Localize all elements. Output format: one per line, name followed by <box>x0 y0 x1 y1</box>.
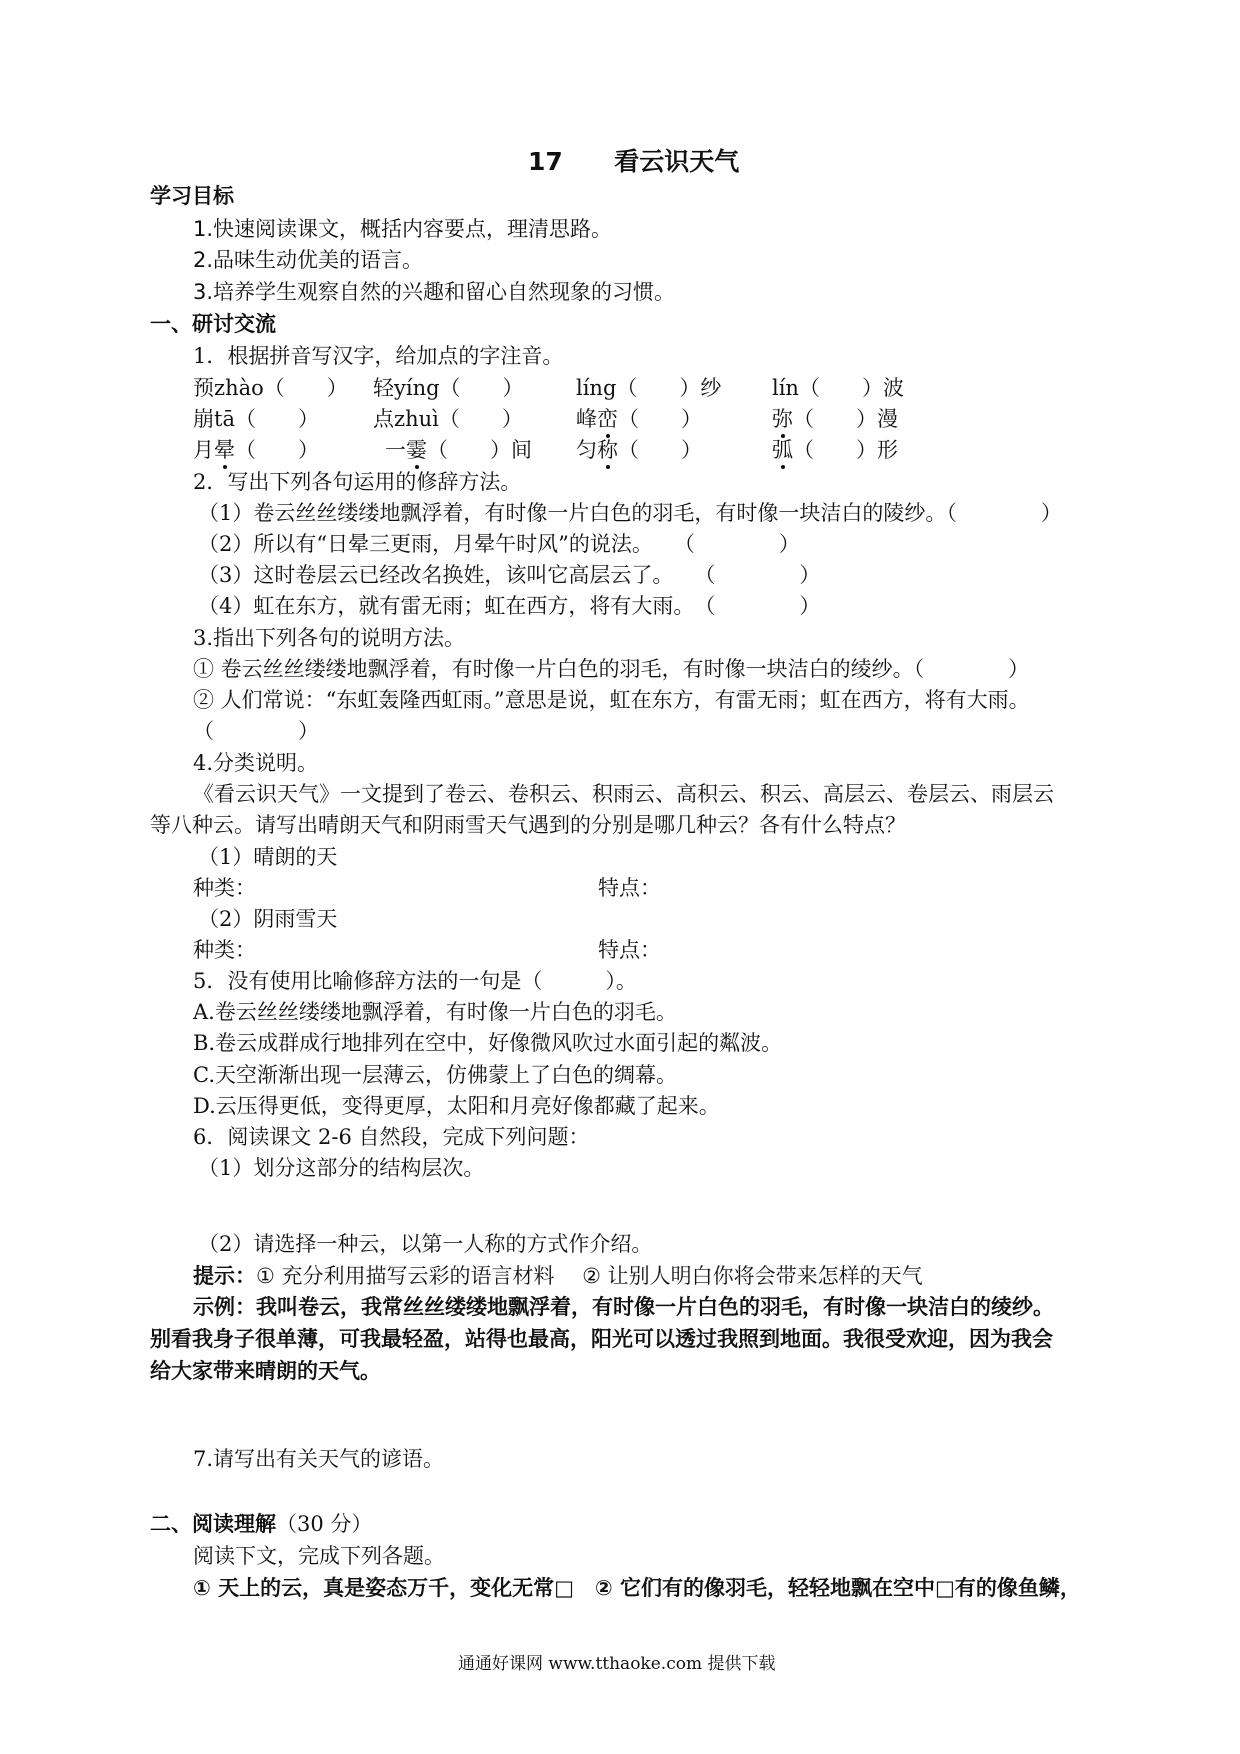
question-prompt: 6．阅读课文 2-6 自然段，完成下列问题： <box>193 1125 590 1149</box>
section-score: （30 分） <box>276 1512 373 1536</box>
example-text: 我叫卷云，我常丝丝缕缕地飘浮着，有时像一片白色的羽毛，有时像一块洁白的绫纱。 <box>256 1295 1054 1319</box>
hint-text: ① 充分利用描写云彩的语言材料 ② 让别人明白你将会带来怎样的天气 <box>256 1264 923 1288</box>
dotted-char-item <box>193 436 319 464</box>
sub-question: （2）阴雨雪天 <box>198 907 338 931</box>
plain-char: 峰 <box>576 407 597 431</box>
section-heading: 二、阅读理解 <box>150 1512 276 1536</box>
example-line: 别看我身子很单薄，可我最轻盈，站得也最高，阳光可以透过我照到地面。我很受欢迎，因为我会 <box>150 1327 1053 1351</box>
plain-char: 一 <box>385 438 406 462</box>
choice-option: D.云压得更低，变得更厚，太阳和月亮好像都藏了起来。 <box>193 1094 720 1118</box>
choice-option: A.卷云丝丝缕缕地飘浮着，有时像一片白色的羽毛。 <box>193 1000 677 1024</box>
section-heading: 一、研讨交流 <box>150 312 276 336</box>
answer-blank: （ ） <box>235 438 319 462</box>
kind-label: 种类： <box>193 938 256 962</box>
question-item: （1）卷云丝丝缕缕地飘浮着，有时像一片白色的羽毛，有时像一块洁白的陵纱。（ ） <box>198 501 1062 525</box>
paragraph-line: 等八种云。请写出晴朗天气和阴雨雪天气遇到的分别是哪几种云？各有什么特点？ <box>150 813 906 837</box>
example-label: 示例： <box>193 1295 256 1319</box>
passage-line: ① 天上的云，真是姿态万千，变化无常□ ② 它们有的像羽毛，轻轻地飘在空中□有的像鱼鳞， <box>193 1576 1081 1600</box>
dotted-char: 弥 <box>772 407 793 431</box>
question-item: （ ） <box>193 719 319 743</box>
choice-option: B.卷云成群成行地排列在空中，好像微风吹过水面引起的粼波。 <box>193 1031 783 1055</box>
answer-blank: （ ）漫 <box>793 407 898 431</box>
choice-option: C.天空渐渐出现一层薄云，仿佛蒙上了白色的绸幕。 <box>193 1063 677 1087</box>
dotted-char: 霎 <box>406 438 427 462</box>
question-prompt: 5．没有使用比喻修辞方法的一句是（ ）。 <box>193 969 637 993</box>
question-prompt: 2．写出下列各句运用的修辞方法。 <box>193 470 522 494</box>
answer-blank: （ ） <box>618 438 702 462</box>
sub-question: （1）划分这部分的结构层次。 <box>198 1156 485 1180</box>
question-item: （2）所以有“日晕三更雨，月晕午时风”的说法。 （ ） <box>198 532 800 556</box>
section2-heading-line <box>150 1510 372 1538</box>
page-title <box>528 148 739 176</box>
dotted-char-item <box>772 436 898 464</box>
pinyin-item: 点zhuì（ ） <box>373 407 523 431</box>
kind-label: 种类： <box>193 876 256 900</box>
hint-label: 提示： <box>193 1264 256 1288</box>
pinyin-item: 崩tā（ ） <box>193 407 319 431</box>
feature-label: 特点： <box>598 876 661 900</box>
answer-blank: （ ） <box>618 407 702 431</box>
pinyin-item: lín（ ）波 <box>772 376 904 400</box>
question-prompt: 7.请写出有关天气的谚语。 <box>193 1447 445 1471</box>
reading-instruction: 阅读下文，完成下列各题。 <box>193 1544 445 1568</box>
sub-question: （1）晴朗的天 <box>198 845 338 869</box>
answer-blank: （ ）间 <box>427 438 532 462</box>
pinyin-item: líng（ ）纱 <box>576 376 722 400</box>
dotted-char-item <box>385 436 532 464</box>
dotted-char: 称 <box>597 438 618 462</box>
question-prompt: 3.指出下列各句的说明方法。 <box>193 626 466 650</box>
example-line <box>193 1293 1054 1321</box>
question-prompt: 1．根据拼音写汉字，给加点的字注音。 <box>193 344 564 368</box>
example-line: 给大家带来晴朗的天气。 <box>150 1359 381 1383</box>
plain-char: 月 <box>193 438 214 462</box>
paragraph-line: 《看云识天气》一文提到了卷云、卷积云、积雨云、高积云、积云、高层云、卷层云、雨层云 <box>193 782 1054 806</box>
page-footer: 通通好课网 www.tthaoke.com 提供下载 <box>458 1654 776 1674</box>
dotted-char: 峦 <box>597 407 618 431</box>
hint-line <box>193 1262 923 1290</box>
question-item: ① 卷云丝丝缕缕地飘浮着，有时像一片白色的羽毛，有时像一块洁白的绫纱。（ ） <box>193 657 1030 681</box>
objective-item: 2.品味生动优美的语言。 <box>193 248 424 272</box>
sub-question: （2）请选择一种云，以第一人称的方式作介绍。 <box>198 1232 653 1256</box>
pinyin-item: 轻yíng（ ） <box>373 376 524 400</box>
objectives-heading: 学习目标 <box>150 184 234 208</box>
lesson-title: 看云识天气 <box>614 147 740 176</box>
question-item: （4）虹在东方，就有雷无雨；虹在西方，将有大雨。 （ ） <box>198 594 821 618</box>
dotted-char: 弧 <box>772 438 793 462</box>
question-item: （3）这时卷层云已经改名换姓，该叫它高层云了。 （ ） <box>198 563 821 587</box>
question-item: ② 人们常说：“东虹轰隆西虹雨。”意思是说，虹在东方，有雷无雨；虹在西方，将有大雨。 <box>193 688 1030 712</box>
dotted-char-item <box>576 405 702 433</box>
lesson-number: 17 <box>528 147 563 176</box>
dotted-char-item <box>772 405 898 433</box>
objective-item: 3.培养学生观察自然的兴趣和留心自然现象的习惯。 <box>193 280 676 304</box>
feature-label: 特点： <box>598 938 661 962</box>
question-prompt: 4.分类说明。 <box>193 751 319 775</box>
dotted-char: 晕 <box>214 438 235 462</box>
answer-blank: （ ）形 <box>793 438 898 462</box>
pinyin-item: 预zhào（ ） <box>193 376 348 400</box>
plain-char: 匀 <box>576 438 597 462</box>
objective-item: 1.快速阅读课文，概括内容要点，理清思路。 <box>193 217 613 241</box>
dotted-char-item <box>576 436 702 464</box>
